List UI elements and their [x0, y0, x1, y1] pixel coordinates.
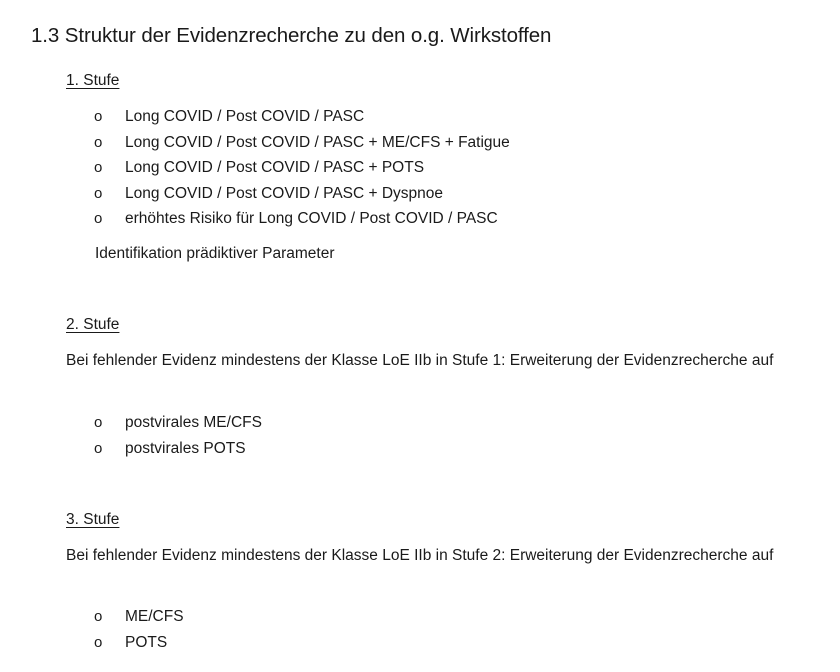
bullet-icon: o: [94, 414, 103, 431]
list-item-text: Long COVID / Post COVID / PASC + POTS: [125, 159, 425, 176]
list-item-text: postvirales ME/CFS: [125, 414, 262, 431]
bullet-icon: o: [94, 439, 103, 457]
section-heading: 1.3 Struktur der Evidenzrecherche zu den o.g. Wirkstoffen: [31, 24, 552, 47]
list-item-text: Long COVID / Post COVID / PASC: [125, 108, 365, 125]
list-item-text: Long COVID / Post COVID / PASC + Dyspnoe: [125, 184, 444, 202]
stufe-3-paragraph: Bei fehlender Evidenz mindestens der Klasse LoE IIb in Stufe 2: Erweiterung der Evidenzrecherche auf: [66, 547, 774, 564]
bullet-icon: o: [94, 633, 103, 651]
stufe-1-title: 1. Stufe: [66, 72, 120, 89]
stufe-2-title: 2. Stufe: [66, 316, 120, 333]
stufe-3-title: 3. Stufe: [66, 511, 120, 528]
bullet-icon: o: [94, 159, 103, 176]
bullet-icon: o: [94, 608, 103, 625]
list-item-text: POTS: [125, 633, 168, 651]
list-item-text: ME/CFS: [125, 608, 184, 625]
stufe-1-note: Identifikation prädiktiver Parameter: [95, 245, 335, 262]
bullet-icon: o: [94, 210, 103, 227]
list-item-text: erhöhtes Risiko für Long COVID / Post COVID / PASC: [125, 210, 498, 227]
list-item-text: postvirales POTS: [125, 439, 246, 457]
stufe-2-paragraph: Bei fehlender Evidenz mindestens der Klasse LoE IIb in Stufe 1: Erweiterung der Evidenzrecherche auf: [66, 352, 774, 369]
bullet-icon: o: [94, 184, 103, 202]
list-item-text: Long COVID / Post COVID / PASC + ME/CFS + Fatigue: [125, 133, 510, 151]
bullet-icon: o: [94, 133, 103, 151]
bullet-icon: o: [94, 108, 103, 125]
